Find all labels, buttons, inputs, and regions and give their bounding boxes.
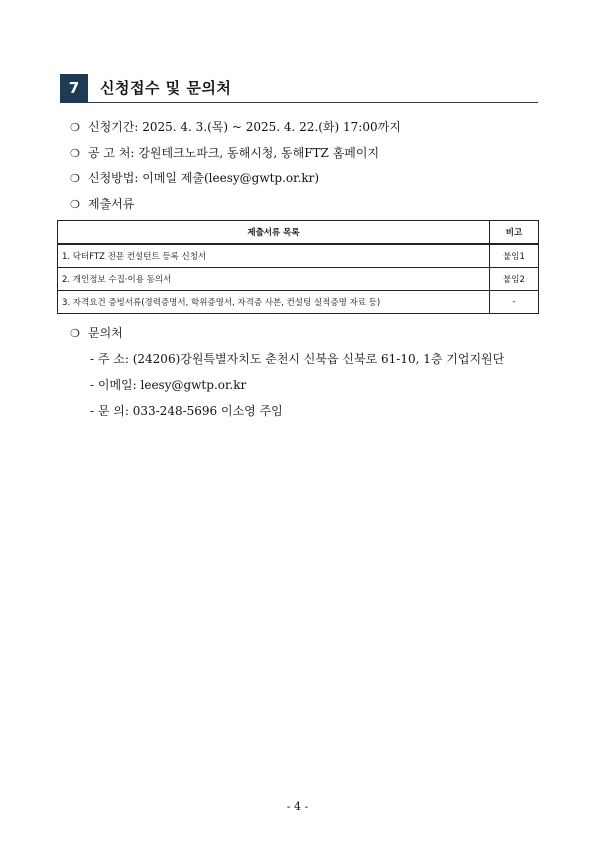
bullet-text: 신청방법: 이메일 제출(leesy@gwtp.or.kr) <box>88 171 320 185</box>
document-remark: - <box>490 291 539 314</box>
bullet-documents <box>70 195 134 212</box>
document-name: 3. 자격요건 증빙서류(경력증명서, 학위증명서, 자격증 사본, 컨설팅 실적증명 자료 등) <box>58 291 490 314</box>
table-header-row <box>58 221 539 245</box>
document-name: 1. 닥터FTZ 전문 컨설턴트 등록 신청서 <box>58 244 490 268</box>
bullet-application-period <box>70 118 401 135</box>
header-documents: 제출서류 목록 <box>58 221 490 245</box>
circle-bullet-icon: ❍ <box>70 172 80 185</box>
contact-phone: - 문 의: 033-248-5696 이소영 주임 <box>90 404 283 418</box>
documents-table <box>57 220 539 314</box>
bullet-contact <box>70 324 123 341</box>
contact-email: - 이메일: leesy@gwtp.or.kr <box>90 378 247 392</box>
bullet-application-method <box>70 169 319 186</box>
table-row <box>58 244 539 268</box>
circle-bullet-icon: ❍ <box>70 327 80 340</box>
section-header <box>60 74 538 103</box>
section-number: 7 <box>60 74 88 102</box>
header-remarks: 비고 <box>490 221 539 245</box>
document-remark: 붙임1 <box>490 244 539 268</box>
circle-bullet-icon: ❍ <box>70 147 80 160</box>
bullet-announcement <box>70 144 379 161</box>
bullet-text: 신청기간: 2025. 4. 3.(목) ~ 2025. 4. 22.(화) 17:00까지 <box>88 120 401 134</box>
document-remark: 붙임2 <box>490 268 539 291</box>
document-name: 2. 개인정보 수집·이용 동의서 <box>58 268 490 291</box>
contact-address: - 주 소: (24206)강원특별자치도 춘천시 신북읍 신북로 61-10, 1층 기업지원단 <box>90 352 505 366</box>
bullet-text: 공 고 처: 강원테크노파크, 동해시청, 동해FTZ 홈페이지 <box>88 146 380 160</box>
bullet-text: 제출서류 <box>88 197 135 211</box>
table-row <box>58 291 539 314</box>
circle-bullet-icon: ❍ <box>70 198 80 211</box>
section-title: 신청접수 및 문의처 <box>100 79 232 97</box>
table-row <box>58 268 539 291</box>
contact-heading: 문의처 <box>88 326 123 340</box>
page-number: - 4 - <box>286 800 309 813</box>
circle-bullet-icon: ❍ <box>70 121 80 134</box>
